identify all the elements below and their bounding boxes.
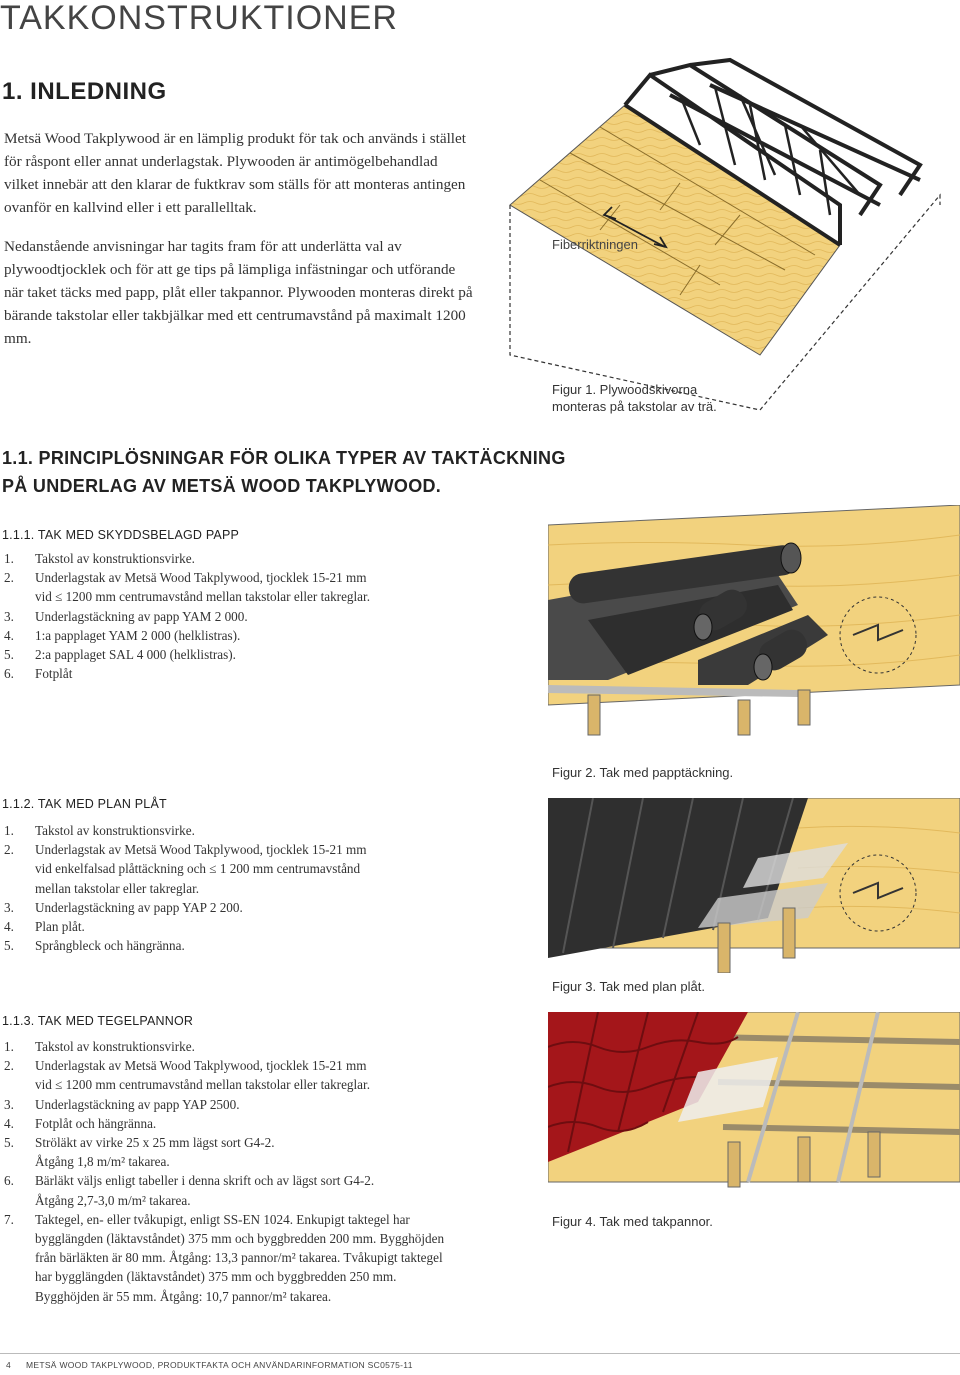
list-item-number: 1. — [4, 823, 14, 838]
list-item-number: 3. — [4, 608, 14, 624]
tegel-list-item — [2, 1114, 522, 1133]
list-item-text: har bygglängden (läktavståndet) 375 mm och byggbredden 250 mm. — [35, 1269, 397, 1285]
tegel-list-item — [2, 1133, 522, 1171]
section-heading-line2: PÅ UNDERLAG AV METSÄ WOOD TAKPLYWOOD. — [2, 476, 442, 496]
list-item-number: 5. — [4, 938, 14, 954]
list-tegel — [2, 1037, 522, 1306]
list-item-text: Språngbleck och hängränna. — [35, 938, 185, 954]
papp-list-item — [2, 568, 502, 606]
list-item-text: Bygghöjden är 55 mm. Åtgång: 10,7 pannor/m² takarea. — [35, 1288, 332, 1304]
list-item-text: från bärläkten är 80 mm. Åtgång: 13,3 pannor/m² takarea. Tvåkupigt taktegel — [35, 1250, 443, 1266]
list-item-number: 2. — [4, 842, 14, 858]
tegel-list-item — [2, 1056, 522, 1094]
list-item-text: Underlagstak av Metsä Wood Takplywood, tjocklek 15-21 mm — [35, 1058, 367, 1074]
list-plat — [2, 821, 502, 955]
papp-list-item — [2, 645, 502, 664]
list-item-text: 2:a papplaget SAL 4 000 (helklistras). — [35, 647, 236, 663]
list-item-text: Taktegel, en- eller tvåkupigt, enligt SS-EN 1024. Enkupigt taktegel har — [35, 1211, 410, 1227]
page-footer — [6, 1360, 413, 1370]
plat-list-item — [2, 898, 502, 917]
list-papp — [2, 549, 502, 683]
list-item-number: 5. — [4, 1135, 14, 1151]
list-item-text: Åtgång 2,7-3,0 m/m² takarea. — [35, 1192, 191, 1208]
section-heading-inledning: 1. INLEDNING — [2, 78, 167, 105]
subsection-heading-papp: 1.1.1. TAK MED SKYDDSBELAGD PAPP — [2, 528, 240, 542]
list-item-text: vid ≤ 1200 mm centrumavstånd mellan takstolar eller takreglar. — [35, 589, 370, 605]
list-item-text: Underlagstak av Metsä Wood Takplywood, tjocklek 15-21 mm — [35, 842, 367, 858]
list-item-text: Underlagstäckning av papp YAP 2 200. — [35, 899, 243, 915]
plat-list-item — [2, 917, 502, 936]
list-item-number: 7. — [4, 1211, 14, 1227]
list-item-number: 1. — [4, 551, 14, 566]
list-item-number: 2. — [4, 570, 14, 586]
list-item-text: Takstol av konstruktionsvirke. — [35, 823, 195, 838]
list-item-text: Takstol av konstruktionsvirke. — [35, 551, 195, 566]
list-item-number: 2. — [4, 1058, 14, 1074]
plat-list-item — [2, 821, 502, 840]
tegel-list-item — [2, 1095, 522, 1114]
list-item-number: 4. — [4, 627, 14, 643]
plat-list-item — [2, 936, 502, 955]
list-item-text: Ströläkt av virke 25 x 25 mm lägst sort G4-2. — [35, 1135, 275, 1151]
list-item-text: Underlagstäckning av papp YAM 2 000. — [35, 608, 248, 624]
list-item-text: bygglängden (läktavståndet) 375 mm och byggbredden 200 mm. Bygghöjden — [35, 1231, 445, 1247]
list-item-number: 3. — [4, 899, 14, 915]
papp-list-item — [2, 607, 502, 626]
footer-divider — [0, 1353, 960, 1354]
list-item-text: 1:a papplaget YAM 2 000 (helklistras). — [35, 627, 241, 643]
list-item-text: Bärläkt väljs enligt tabeller i denna skrift och av lägst sort G4-2. — [35, 1173, 375, 1189]
figure-3-plat-illustration — [548, 798, 960, 973]
papp-list-item — [2, 549, 502, 568]
list-item-number: 4. — [4, 1115, 14, 1131]
list-item-text: Underlagstak av Metsä Wood Takplywood, tjocklek 15-21 mm — [35, 570, 367, 586]
section-heading-line1: 1.1. PRINCIPLÖSNINGAR FÖR OLIKA TYPER AV TAKTÄCKNING — [2, 448, 566, 468]
figure-4-tegel-illustration — [548, 1012, 960, 1197]
page-number: 4 — [6, 1360, 12, 1370]
subsection-heading-plat: 1.1.2. TAK MED PLAN PLÅT — [2, 797, 167, 811]
tegel-list-item — [2, 1171, 522, 1209]
plat-list-item — [2, 840, 502, 898]
tegel-list-item — [2, 1210, 522, 1306]
list-item-number: 4. — [4, 919, 14, 935]
figure-1-caption-line2: monteras på takstolar av trä. — [552, 399, 717, 414]
list-item-number: 6. — [4, 1173, 14, 1189]
footer-text: METSÄ WOOD TAKPLYWOOD, PRODUKTFAKTA OCH ANVÄNDARINFORMATION SC0575-11 — [26, 1360, 413, 1370]
subsection-heading-tegel: 1.1.3. TAK MED TEGELPANNOR — [2, 1014, 194, 1028]
tegel-list-item — [2, 1037, 522, 1056]
list-item-text: vid ≤ 1200 mm centrumavstånd mellan takstolar eller takreglar. — [35, 1077, 370, 1093]
list-item-text: Fotplåt och hängränna. — [35, 1115, 157, 1131]
figure-1-truss-illustration — [500, 55, 960, 415]
list-item-text: Åtgång 1,8 m/m² takarea. — [35, 1154, 170, 1170]
fiber-direction-label: Fiberriktningen — [552, 237, 638, 252]
papp-list-item — [2, 626, 502, 645]
list-item-number: 5. — [4, 647, 14, 663]
list-item-number: 1. — [4, 1039, 14, 1054]
intro-paragraph-1: Metsä Wood Takplywood är en lämplig produkt för tak och används i stället för råspont eller annat underlagstak. Plywooden är antimögelbehandlad vilket innebär att den klarar de fuktkrav som ställs för att monteras antingen ovanför en kallvind eller i ett parallelltak. — [4, 130, 466, 216]
list-item-text: Plan plåt. — [35, 919, 85, 935]
figure-2-papp-illustration — [548, 505, 960, 760]
list-item-text: Underlagstäckning av papp YAP 2500. — [35, 1096, 240, 1112]
page-title: TAKKONSTRUKTIONER — [0, 0, 398, 37]
list-item-text: mellan takstolar eller takreglar. — [35, 880, 200, 896]
figure-4-caption: Figur 4. Tak med takpannor. — [552, 1214, 713, 1229]
list-item-text: Takstol av konstruktionsvirke. — [35, 1039, 195, 1054]
figure-3-caption: Figur 3. Tak med plan plåt. — [552, 979, 705, 994]
section-heading-principlosningar — [2, 444, 566, 500]
intro-paragraph-2: Nedanstående anvisningar har tagits fram för att underlätta val av plywoodtjocklek och för att ge tips på lämpliga infästningar och utförande när taket täcks med papp, plåt eller takpannor. Plywooden monteras direkt på bärande takstolar eller takbjälkar med ett centrumavstånd på maximalt 1200 mm. — [4, 238, 473, 347]
list-item-text: Fotplåt — [35, 666, 73, 682]
list-item-text: vid enkelfalsad plåttäckning och ≤ 1 200 mm centrumavstånd — [35, 861, 361, 877]
list-item-number: 6. — [4, 666, 14, 682]
figure-1-caption-line1: Figur 1. Plywoodskivorna — [552, 382, 698, 397]
papp-list-item — [2, 664, 502, 683]
list-item-number: 3. — [4, 1096, 14, 1112]
figure-2-caption: Figur 2. Tak med papptäckning. — [552, 765, 734, 780]
